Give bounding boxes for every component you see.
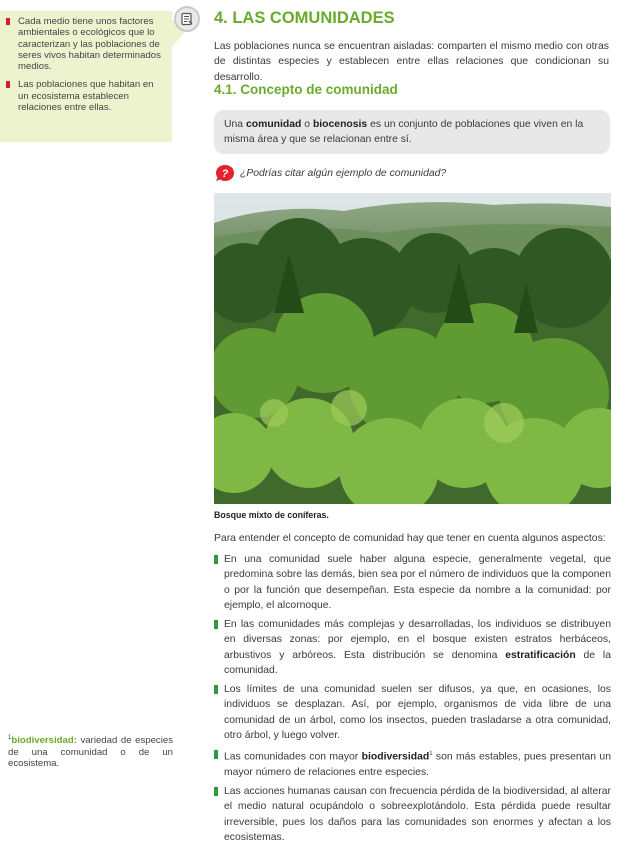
key-point-1 — [6, 16, 164, 72]
svg-text:?: ? — [221, 168, 229, 180]
green-bullet-icon — [214, 787, 218, 796]
figure-caption: Bosque mixto de coníferas. — [214, 510, 329, 520]
key-points-box — [0, 11, 172, 142]
question-text: ¿Podrías citar algún ejemplo de comunidad? — [240, 167, 447, 179]
list-item-text: Las acciones humanas causan con frecuencia pérdida de la biodiversidad, al alterar el medio natural ocupándolo o sobreexplotándolo. Esta pérdida puede resultar irreversible, pues los daños para las comunidades son enormes y afectan a los ecosistemas. — [224, 785, 611, 843]
footnote-term: biodiversidad: — [11, 735, 77, 747]
red-bullet-icon — [6, 81, 10, 88]
forest-photo — [214, 193, 611, 504]
green-bullet-icon — [214, 555, 218, 564]
definition-text: Una — [224, 119, 246, 130]
list-item-text: En las comunidades más complejas y desarrolladas, los individuos se distribuyen en diversas zonas: por ejemplo, en el bosque existen estratos herbáceos, arbustivos y arbóreos. Esta distribución se denomina — [224, 619, 611, 661]
green-bullet-icon — [214, 750, 218, 759]
aspects-intro: Para entender el concepto de comunidad hay que tener en cuenta algunos aspectos: — [214, 533, 606, 544]
red-bullet-icon — [6, 18, 10, 25]
list-item — [214, 784, 611, 846]
list-item — [214, 552, 611, 614]
key-point-text: Cada medio tiene unos factores ambientales o ecológicos que lo caracterizan y las poblaciones de seres vivos habitan determinados medios. — [18, 16, 161, 73]
definition-text: es un conjunto de poblaciones que viven en la misma área y que se relacionan entre sí. — [224, 119, 584, 146]
list-item-text: Los límites de una comunidad suelen ser difusos, ya que, en ocasiones, los individuos se desplazan. Así, por ejemplo, organismos de vida libre de una comunidad de un árbol, como los insectos, pueden trasladarse a otra comunidad, otro árbol, y luego volver. — [224, 684, 611, 742]
definition-box — [214, 110, 610, 154]
list-item-text: Las comunidades con mayor — [224, 751, 362, 763]
footnote-ref: 1 — [429, 751, 433, 758]
key-point-2 — [6, 79, 164, 113]
green-bullet-icon — [214, 685, 218, 694]
definition-text: o — [301, 119, 313, 130]
list-item-text: de la comunidad. — [224, 649, 611, 677]
list-item-text: En una comunidad suele haber alguna especie, generalmente vegetal, que predomina sobre las demás, bien sea por el número de individuos que la componen o por la función que desempeñan. Esta especie da nombre a la comunidad: por ejemplo, el alcornoque. — [224, 554, 611, 612]
list-item — [214, 747, 611, 780]
footnote-text: variedad de especies de una comunidad o de un ecosistema. — [8, 735, 173, 770]
list-item — [214, 617, 611, 679]
green-bullet-icon — [214, 620, 218, 629]
question-icon — [214, 164, 236, 182]
list-item — [214, 682, 611, 744]
list-item-text: son más estables, pues presentan un mayor número de relaciones entre especies. — [224, 751, 611, 778]
footnote — [8, 733, 173, 770]
subsection-title: 4.1. Concepto de comunidad — [214, 82, 398, 97]
list-item-term: estratificación — [505, 649, 576, 661]
footnote-number: 1 — [8, 735, 12, 741]
list-item-term: biodiversidad — [361, 751, 430, 763]
definition-term: biocenosis — [312, 119, 368, 130]
definition-term: comunidad — [245, 119, 302, 130]
section-title: 4. LAS COMUNIDADES — [214, 9, 395, 27]
section-intro: Las poblaciones nunca se encuentran aisladas: comparten el mismo medio con otras de distintas especies y establecen entre ellas relaciones que condicionan su desarrollo. — [214, 41, 609, 83]
aspects-list — [214, 552, 611, 849]
notebook-icon — [174, 6, 200, 32]
key-point-text: Las poblaciones que habitan en un ecosistema establecen relaciones entre ellas. — [18, 79, 154, 114]
question-prompt — [214, 164, 446, 182]
